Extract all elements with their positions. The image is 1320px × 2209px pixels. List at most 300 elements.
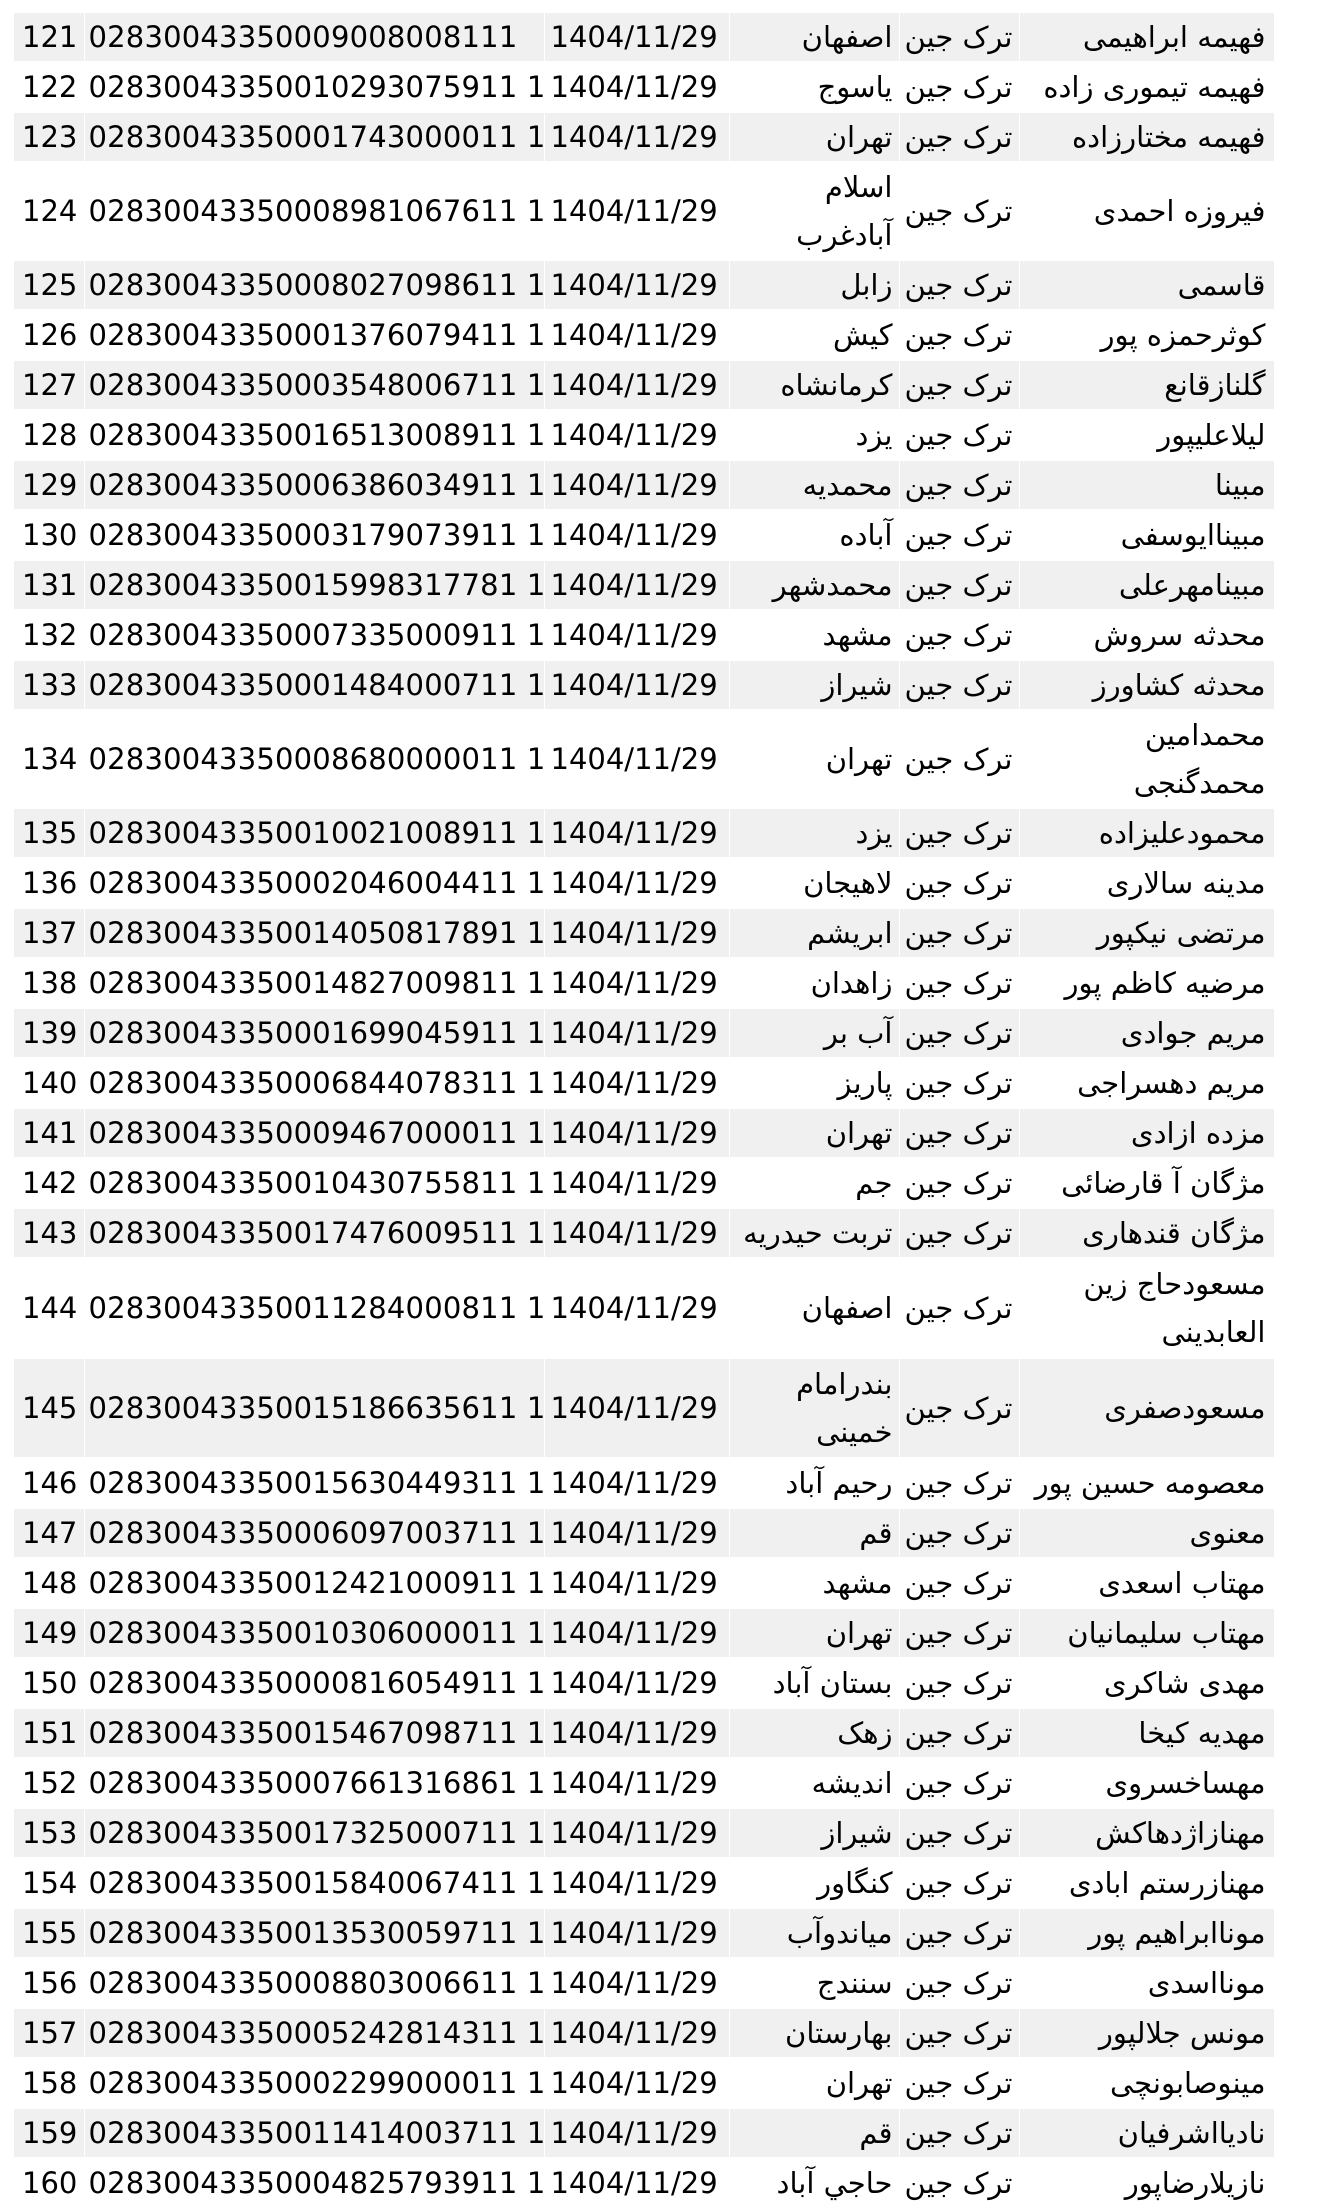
code-cell: 02830043350011284000811 1 bbox=[84, 1258, 544, 1358]
code-cell: 02830043350001699045911 1 bbox=[84, 1008, 544, 1058]
name-cell: مهنازاژدهاکش bbox=[1019, 1808, 1274, 1858]
company-cell: ترک جین bbox=[899, 2008, 1019, 2058]
row-number-cell: 141 bbox=[14, 1108, 84, 1158]
date-cell: 1404/11/29 bbox=[544, 958, 729, 1008]
row-margin bbox=[1274, 13, 1314, 62]
name-cell: معنوی bbox=[1019, 1508, 1274, 1558]
company-cell: ترک جین bbox=[899, 610, 1019, 660]
code-cell: 02830043350001484000711 1 bbox=[84, 660, 544, 710]
table-row bbox=[14, 2058, 1314, 2108]
row-number-cell: 154 bbox=[14, 1858, 84, 1908]
city-cell: رحیم آباد bbox=[729, 1458, 899, 1508]
name-cell: مزده ازادی bbox=[1019, 1108, 1274, 1158]
code-cell: 02830043350011414003711 1 bbox=[84, 2108, 544, 2158]
company-cell: ترک جین bbox=[899, 360, 1019, 410]
code-cell: 02830043350001376079411 1 bbox=[84, 310, 544, 360]
date-cell: 1404/11/29 bbox=[544, 908, 729, 958]
row-margin bbox=[1274, 1958, 1314, 2008]
row-number-cell: 123 bbox=[14, 112, 84, 162]
row-number-cell: 145 bbox=[14, 1358, 84, 1458]
city-cell: سنندج bbox=[729, 1958, 899, 2008]
row-number-cell: 157 bbox=[14, 2008, 84, 2058]
city-cell: شیراز bbox=[729, 1808, 899, 1858]
city-cell: میاندوآب bbox=[729, 1908, 899, 1958]
row-number-cell: 155 bbox=[14, 1908, 84, 1958]
table-row bbox=[14, 1208, 1314, 1258]
date-cell: 1404/11/29 bbox=[544, 610, 729, 660]
date-cell: 1404/11/29 bbox=[544, 410, 729, 460]
city-cell: اصفهان bbox=[729, 13, 899, 62]
row-margin bbox=[1274, 510, 1314, 560]
date-cell: 1404/11/29 bbox=[544, 13, 729, 62]
name-cell: مهتاب اسعدی bbox=[1019, 1558, 1274, 1608]
row-number-cell: 139 bbox=[14, 1008, 84, 1058]
row-margin bbox=[1274, 1658, 1314, 1708]
table-row bbox=[14, 2008, 1314, 2058]
code-cell: 02830043350001743000011 1 bbox=[84, 112, 544, 162]
row-margin bbox=[1274, 2158, 1314, 2208]
table-row bbox=[14, 1658, 1314, 1708]
row-margin bbox=[1274, 1008, 1314, 1058]
code-cell: 02830043350015998317781 1 bbox=[84, 560, 544, 610]
code-cell: 02830043350000816054911 1 bbox=[84, 1658, 544, 1708]
row-number-cell: 160 bbox=[14, 2158, 84, 2208]
code-cell: 02830043350015186635611 1 bbox=[84, 1358, 544, 1458]
name-cell: مسعودصفری bbox=[1019, 1358, 1274, 1458]
code-cell: 02830043350015630449311 1 bbox=[84, 1458, 544, 1508]
date-cell: 1404/11/29 bbox=[544, 1608, 729, 1658]
name-cell: مهساخسروی bbox=[1019, 1758, 1274, 1808]
company-cell: ترک جین bbox=[899, 808, 1019, 858]
code-cell: 02830043350009467000011 1 bbox=[84, 1108, 544, 1158]
code-cell: 02830043350002046004411 1 bbox=[84, 858, 544, 908]
table-row bbox=[14, 710, 1314, 808]
city-cell: حاجي آباد bbox=[729, 2158, 899, 2208]
code-cell: 02830043350007661316861 1 bbox=[84, 1758, 544, 1808]
row-margin bbox=[1274, 1808, 1314, 1858]
company-cell: ترک جین bbox=[899, 1758, 1019, 1808]
city-cell: کیش bbox=[729, 310, 899, 360]
row-margin bbox=[1274, 1508, 1314, 1558]
city-cell: محمدشهر bbox=[729, 560, 899, 610]
table-row bbox=[14, 1808, 1314, 1858]
city-cell: بندرامام خمینی bbox=[729, 1358, 899, 1458]
code-cell: 02830043350015840067411 1 bbox=[84, 1858, 544, 1908]
company-cell: ترک جین bbox=[899, 958, 1019, 1008]
city-cell: تهران bbox=[729, 112, 899, 162]
row-number-cell: 128 bbox=[14, 410, 84, 460]
code-cell: 02830043350008981067611 1 bbox=[84, 162, 544, 260]
row-number-cell: 152 bbox=[14, 1758, 84, 1808]
company-cell: ترک جین bbox=[899, 1608, 1019, 1658]
name-cell: گلنازقانع bbox=[1019, 360, 1274, 410]
table-row bbox=[14, 660, 1314, 710]
company-cell: ترک جین bbox=[899, 1108, 1019, 1158]
row-margin bbox=[1274, 360, 1314, 410]
code-cell: 02830043350003179073911 1 bbox=[84, 510, 544, 560]
city-cell: اندیشه bbox=[729, 1758, 899, 1808]
table-row bbox=[14, 1058, 1314, 1108]
city-cell: زاهدان bbox=[729, 958, 899, 1008]
table-row bbox=[14, 1608, 1314, 1658]
date-cell: 1404/11/29 bbox=[544, 360, 729, 410]
name-cell: فهیمه ابراهیمی bbox=[1019, 13, 1274, 62]
name-cell: محدثه کشاورز bbox=[1019, 660, 1274, 710]
code-cell: 02830043350013530059711 1 bbox=[84, 1908, 544, 1958]
city-cell: جم bbox=[729, 1158, 899, 1208]
company-cell: ترک جین bbox=[899, 1158, 1019, 1208]
city-cell: زهک bbox=[729, 1708, 899, 1758]
row-margin bbox=[1274, 858, 1314, 908]
company-cell: ترک جین bbox=[899, 1808, 1019, 1858]
roster-body bbox=[14, 13, 1314, 2208]
row-number-cell: 124 bbox=[14, 162, 84, 260]
company-cell: ترک جین bbox=[899, 1358, 1019, 1458]
city-cell: محمدیه bbox=[729, 460, 899, 510]
date-cell: 1404/11/29 bbox=[544, 1108, 729, 1158]
company-cell: ترک جین bbox=[899, 260, 1019, 310]
date-cell: 1404/11/29 bbox=[544, 808, 729, 858]
row-margin bbox=[1274, 660, 1314, 710]
row-margin bbox=[1274, 710, 1314, 808]
city-cell: قم bbox=[729, 1508, 899, 1558]
city-cell: کرمانشاه bbox=[729, 360, 899, 410]
code-cell: 02830043350007335000911 1 bbox=[84, 610, 544, 660]
code-cell: 02830043350004825793911 1 bbox=[84, 2158, 544, 2208]
code-cell: 02830043350008027098611 1 bbox=[84, 260, 544, 310]
table-row bbox=[14, 1508, 1314, 1558]
date-cell: 1404/11/29 bbox=[544, 460, 729, 510]
company-cell: ترک جین bbox=[899, 310, 1019, 360]
date-cell: 1404/11/29 bbox=[544, 1008, 729, 1058]
date-cell: 1404/11/29 bbox=[544, 1558, 729, 1608]
name-cell: لیلاعلیپور bbox=[1019, 410, 1274, 460]
row-margin bbox=[1274, 460, 1314, 510]
code-cell: 02830043350006097003711 1 bbox=[84, 1508, 544, 1558]
name-cell: معصومه حسین پور bbox=[1019, 1458, 1274, 1508]
date-cell: 1404/11/29 bbox=[544, 2108, 729, 2158]
date-cell: 1404/11/29 bbox=[544, 310, 729, 360]
city-cell: تهران bbox=[729, 1608, 899, 1658]
row-margin bbox=[1274, 1458, 1314, 1508]
row-number-cell: 121 bbox=[14, 13, 84, 62]
table-row bbox=[14, 1708, 1314, 1758]
row-margin bbox=[1274, 1258, 1314, 1358]
date-cell: 1404/11/29 bbox=[544, 660, 729, 710]
company-cell: ترک جین bbox=[899, 1558, 1019, 1608]
date-cell: 1404/11/29 bbox=[544, 62, 729, 112]
name-cell: نادیااشرفیان bbox=[1019, 2108, 1274, 2158]
company-cell: ترک جین bbox=[899, 13, 1019, 62]
code-cell: 02830043350012421000911 1 bbox=[84, 1558, 544, 1608]
table-row bbox=[14, 510, 1314, 560]
row-margin bbox=[1274, 1108, 1314, 1158]
company-cell: ترک جین bbox=[899, 660, 1019, 710]
table-row bbox=[14, 560, 1314, 610]
table-row bbox=[14, 1108, 1314, 1158]
code-cell: 02830043350009008008111 bbox=[84, 13, 544, 62]
company-cell: ترک جین bbox=[899, 410, 1019, 460]
date-cell: 1404/11/29 bbox=[544, 2158, 729, 2208]
table-row bbox=[14, 162, 1314, 260]
row-margin bbox=[1274, 1758, 1314, 1808]
table-row bbox=[14, 112, 1314, 162]
row-margin bbox=[1274, 1608, 1314, 1658]
date-cell: 1404/11/29 bbox=[544, 2008, 729, 2058]
date-cell: 1404/11/29 bbox=[544, 510, 729, 560]
city-cell: تربت حیدریه bbox=[729, 1208, 899, 1258]
company-cell: ترک جین bbox=[899, 1458, 1019, 1508]
name-cell: نازیلارضاپور bbox=[1019, 2158, 1274, 2208]
company-cell: ترک جین bbox=[899, 1908, 1019, 1958]
table-row bbox=[14, 1908, 1314, 1958]
city-cell: آباده bbox=[729, 510, 899, 560]
name-cell: فهیمه مختارزاده bbox=[1019, 112, 1274, 162]
date-cell: 1404/11/29 bbox=[544, 1508, 729, 1558]
row-number-cell: 127 bbox=[14, 360, 84, 410]
city-cell: بستان آباد bbox=[729, 1658, 899, 1708]
company-cell: ترک جین bbox=[899, 1208, 1019, 1258]
row-number-cell: 143 bbox=[14, 1208, 84, 1258]
row-margin bbox=[1274, 908, 1314, 958]
code-cell: 02830043350008680000011 1 bbox=[84, 710, 544, 808]
code-cell: 02830043350006386034911 1 bbox=[84, 460, 544, 510]
company-cell: ترک جین bbox=[899, 1658, 1019, 1708]
row-number-cell: 147 bbox=[14, 1508, 84, 1558]
company-cell: ترک جین bbox=[899, 2108, 1019, 2158]
row-margin bbox=[1274, 1908, 1314, 1958]
table-row bbox=[14, 1358, 1314, 1458]
row-margin bbox=[1274, 560, 1314, 610]
row-margin bbox=[1274, 958, 1314, 1008]
date-cell: 1404/11/29 bbox=[544, 1208, 729, 1258]
city-cell: یزد bbox=[729, 410, 899, 460]
name-cell: محمدامین محمدگنجی bbox=[1019, 710, 1274, 808]
table-row bbox=[14, 1008, 1314, 1058]
city-cell: یاسوج bbox=[729, 62, 899, 112]
name-cell: مسعودحاج زین العابدینی bbox=[1019, 1258, 1274, 1358]
code-cell: 02830043350002299000011 1 bbox=[84, 2058, 544, 2108]
row-number-cell: 156 bbox=[14, 1958, 84, 2008]
row-margin bbox=[1274, 1858, 1314, 1908]
name-cell: مونااسدی bbox=[1019, 1958, 1274, 2008]
date-cell: 1404/11/29 bbox=[544, 1258, 729, 1358]
company-cell: ترک جین bbox=[899, 62, 1019, 112]
name-cell: مژگان قندهاری bbox=[1019, 1208, 1274, 1258]
row-number-cell: 136 bbox=[14, 858, 84, 908]
date-cell: 1404/11/29 bbox=[544, 1458, 729, 1508]
table-row bbox=[14, 1158, 1314, 1208]
name-cell: مرضیه کاظم پور bbox=[1019, 958, 1274, 1008]
city-cell: بهارستان bbox=[729, 2008, 899, 2058]
name-cell: قاسمی bbox=[1019, 260, 1274, 310]
table-row bbox=[14, 908, 1314, 958]
city-cell: یزد bbox=[729, 808, 899, 858]
roster-sheet bbox=[14, 0, 1314, 2200]
name-cell: مدینه سالاری bbox=[1019, 858, 1274, 908]
row-margin bbox=[1274, 112, 1314, 162]
row-margin bbox=[1274, 1058, 1314, 1108]
date-cell: 1404/11/29 bbox=[544, 162, 729, 260]
code-cell: 02830043350010021008911 1 bbox=[84, 808, 544, 858]
code-cell: 02830043350006844078311 1 bbox=[84, 1058, 544, 1108]
company-cell: ترک جین bbox=[899, 908, 1019, 958]
row-margin bbox=[1274, 808, 1314, 858]
table-row bbox=[14, 2158, 1314, 2208]
table-row bbox=[14, 1858, 1314, 1908]
row-margin bbox=[1274, 1558, 1314, 1608]
company-cell: ترک جین bbox=[899, 1058, 1019, 1108]
city-cell: تهران bbox=[729, 2058, 899, 2108]
code-cell: 02830043350017325000711 1 bbox=[84, 1808, 544, 1858]
company-cell: ترک جین bbox=[899, 2158, 1019, 2208]
company-cell: ترک جین bbox=[899, 510, 1019, 560]
city-cell: لاهیجان bbox=[729, 858, 899, 908]
name-cell: مهدی شاکری bbox=[1019, 1658, 1274, 1708]
row-margin bbox=[1274, 610, 1314, 660]
row-number-cell: 122 bbox=[14, 62, 84, 112]
company-cell: ترک جین bbox=[899, 1958, 1019, 2008]
row-number-cell: 140 bbox=[14, 1058, 84, 1108]
date-cell: 1404/11/29 bbox=[544, 858, 729, 908]
name-cell: کوثرحمزه پور bbox=[1019, 310, 1274, 360]
city-cell: زابل bbox=[729, 260, 899, 310]
date-cell: 1404/11/29 bbox=[544, 560, 729, 610]
name-cell: محمودعلیزاده bbox=[1019, 808, 1274, 858]
row-margin bbox=[1274, 1208, 1314, 1258]
name-cell: مهتاب سلیمانیان bbox=[1019, 1608, 1274, 1658]
row-number-cell: 153 bbox=[14, 1808, 84, 1858]
table-row bbox=[14, 460, 1314, 510]
row-margin bbox=[1274, 162, 1314, 260]
name-cell: مژگان آ قارضائی bbox=[1019, 1158, 1274, 1208]
row-margin bbox=[1274, 2108, 1314, 2158]
row-number-cell: 132 bbox=[14, 610, 84, 660]
name-cell: مینوصابونچی bbox=[1019, 2058, 1274, 2108]
name-cell: مبیناایوسفی bbox=[1019, 510, 1274, 560]
row-margin bbox=[1274, 310, 1314, 360]
date-cell: 1404/11/29 bbox=[544, 1858, 729, 1908]
table-row bbox=[14, 1958, 1314, 2008]
date-cell: 1404/11/29 bbox=[544, 2058, 729, 2108]
row-margin bbox=[1274, 1358, 1314, 1458]
row-number-cell: 159 bbox=[14, 2108, 84, 2158]
name-cell: مونس جلالپور bbox=[1019, 2008, 1274, 2058]
name-cell: محدثه سروش bbox=[1019, 610, 1274, 660]
name-cell: موناابراهیم پور bbox=[1019, 1908, 1274, 1958]
code-cell: 02830043350005242814311 1 bbox=[84, 2008, 544, 2058]
company-cell: ترک جین bbox=[899, 112, 1019, 162]
row-margin bbox=[1274, 260, 1314, 310]
row-margin bbox=[1274, 2058, 1314, 2108]
city-cell: ابریشم bbox=[729, 908, 899, 958]
name-cell: مرتضی نیکپور bbox=[1019, 908, 1274, 958]
table-row bbox=[14, 808, 1314, 858]
date-cell: 1404/11/29 bbox=[544, 1958, 729, 2008]
table-row bbox=[14, 13, 1314, 62]
table-row bbox=[14, 1758, 1314, 1808]
code-cell: 02830043350015467098711 1 bbox=[84, 1708, 544, 1758]
table-row bbox=[14, 610, 1314, 660]
company-cell: ترک جین bbox=[899, 1508, 1019, 1558]
city-cell: تهران bbox=[729, 710, 899, 808]
code-cell: 02830043350010293075911 1 bbox=[84, 62, 544, 112]
city-cell: مشهد bbox=[729, 1558, 899, 1608]
row-number-cell: 146 bbox=[14, 1458, 84, 1508]
row-number-cell: 126 bbox=[14, 310, 84, 360]
company-cell: ترک جین bbox=[899, 1008, 1019, 1058]
row-number-cell: 135 bbox=[14, 808, 84, 858]
city-cell: اسلام آبادغرب bbox=[729, 162, 899, 260]
row-number-cell: 149 bbox=[14, 1608, 84, 1658]
date-cell: 1404/11/29 bbox=[544, 1758, 729, 1808]
roster-table bbox=[14, 13, 1315, 2209]
date-cell: 1404/11/29 bbox=[544, 1358, 729, 1458]
name-cell: مهنازرستم ابادی bbox=[1019, 1858, 1274, 1908]
row-margin bbox=[1274, 1158, 1314, 1208]
company-cell: ترک جین bbox=[899, 710, 1019, 808]
code-cell: 02830043350003548006711 1 bbox=[84, 360, 544, 410]
row-number-cell: 151 bbox=[14, 1708, 84, 1758]
code-cell: 02830043350014827009811 1 bbox=[84, 958, 544, 1008]
code-cell: 02830043350017476009511 1 bbox=[84, 1208, 544, 1258]
row-margin bbox=[1274, 410, 1314, 460]
row-number-cell: 150 bbox=[14, 1658, 84, 1708]
company-cell: ترک جین bbox=[899, 858, 1019, 908]
name-cell: مبینا bbox=[1019, 460, 1274, 510]
table-row bbox=[14, 858, 1314, 908]
date-cell: 1404/11/29 bbox=[544, 112, 729, 162]
code-cell: 02830043350008803006611 1 bbox=[84, 1958, 544, 2008]
city-cell: مشهد bbox=[729, 610, 899, 660]
table-row bbox=[14, 260, 1314, 310]
table-row bbox=[14, 310, 1314, 360]
name-cell: مبینامهرعلی bbox=[1019, 560, 1274, 610]
row-margin bbox=[1274, 1708, 1314, 1758]
date-cell: 1404/11/29 bbox=[544, 1808, 729, 1858]
city-cell: پاریز bbox=[729, 1058, 899, 1108]
name-cell: فهیمه تیموری زاده bbox=[1019, 62, 1274, 112]
company-cell: ترک جین bbox=[899, 460, 1019, 510]
name-cell: مریم جوادی bbox=[1019, 1008, 1274, 1058]
row-number-cell: 129 bbox=[14, 460, 84, 510]
row-number-cell: 131 bbox=[14, 560, 84, 610]
date-cell: 1404/11/29 bbox=[544, 1658, 729, 1708]
table-row bbox=[14, 1458, 1314, 1508]
code-cell: 02830043350010430755811 1 bbox=[84, 1158, 544, 1208]
row-number-cell: 144 bbox=[14, 1258, 84, 1358]
code-cell: 02830043350014050817891 1 bbox=[84, 908, 544, 958]
city-cell: آب بر bbox=[729, 1008, 899, 1058]
company-cell: ترک جین bbox=[899, 2058, 1019, 2108]
row-number-cell: 134 bbox=[14, 710, 84, 808]
city-cell: کنگاور bbox=[729, 1858, 899, 1908]
company-cell: ترک جین bbox=[899, 560, 1019, 610]
date-cell: 1404/11/29 bbox=[544, 1708, 729, 1758]
row-number-cell: 138 bbox=[14, 958, 84, 1008]
company-cell: ترک جین bbox=[899, 1258, 1019, 1358]
previous-row-remnant bbox=[14, 0, 1314, 13]
code-cell: 02830043350010306000011 1 bbox=[84, 1608, 544, 1658]
city-cell: تهران bbox=[729, 1108, 899, 1158]
city-cell: اصفهان bbox=[729, 1258, 899, 1358]
date-cell: 1404/11/29 bbox=[544, 1908, 729, 1958]
city-cell: شیراز bbox=[729, 660, 899, 710]
name-cell: مریم دهسراجی bbox=[1019, 1058, 1274, 1108]
company-cell: ترک جین bbox=[899, 1708, 1019, 1758]
table-row bbox=[14, 62, 1314, 112]
company-cell: ترک جین bbox=[899, 162, 1019, 260]
